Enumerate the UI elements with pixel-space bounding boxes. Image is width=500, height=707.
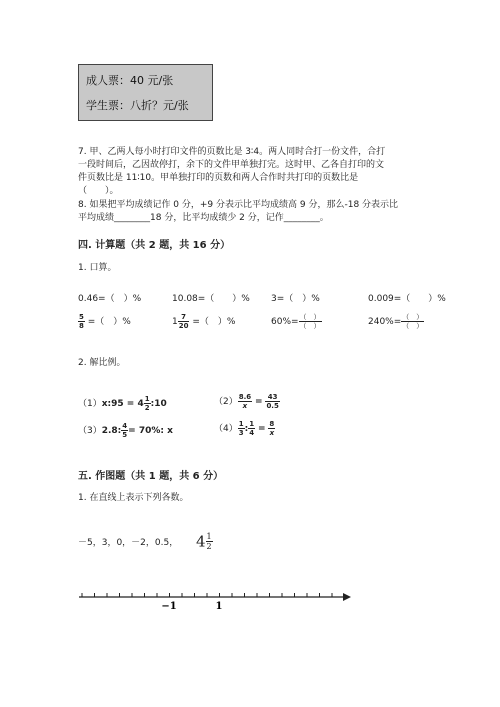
- numbers-list: －5，3，0，－2，0.5，: [78, 538, 179, 548]
- q7-line4: （ ）。: [78, 186, 119, 196]
- section4-title: 四. 计算题（共 2 题，共 16 分）: [78, 240, 231, 251]
- q4-2-title: 2. 解比例。: [78, 358, 126, 368]
- q8-line2: 平均成绩________18 分，比平均成绩少 2 分，记作________。: [78, 213, 329, 223]
- oral-calc-5: $\frac{5}{8}$ =（ ）%: [79, 313, 131, 330]
- section5-title: 五. 作图题（共 1 题，共 6 分）: [78, 471, 224, 482]
- label-one: 1: [215, 601, 223, 612]
- proportion-1: （1）x:95 = 4 $\frac{1}{2}$ :10: [78, 395, 167, 412]
- label-neg-one: −1: [161, 601, 177, 612]
- q7-line2: 一段时间后，乙因故停打，余下的文件甲单独打完。这时甲、乙各自打印的文: [78, 160, 385, 170]
- oral-calc-8: 240%= $\frac{( )}{( )}$: [368, 313, 424, 330]
- ticket-price-box: [78, 64, 213, 121]
- number-line: [0, 585, 500, 615]
- adult-ticket-text: 成人票：40 元/张: [86, 74, 174, 87]
- q8-line1: 8. 如果把平均成绩记作 0 分，+9 分表示比平均成绩高 9 分，那么-18 分表示比: [78, 200, 399, 210]
- number-line-ticks: [82, 593, 332, 597]
- proportion-3: （3）2.8: $\frac{4}{5}$ = 70%: x: [78, 422, 173, 439]
- oral-calc-3: 3=（ ）%: [271, 294, 320, 304]
- oral-calc-7: 60%= $\frac{( )}{( )}$: [271, 313, 321, 330]
- number-line-arrow: [343, 593, 351, 601]
- student-ticket-text: 学生票：八折？元/张: [86, 99, 189, 112]
- proportion-2: （2） $\frac{8.6}{x}$ = $\frac{43}{0.5}$: [214, 393, 279, 410]
- q5-1-title: 1. 在直线上表示下列各数。: [78, 493, 189, 503]
- oral-calc-4: 0.009=（ ）%: [368, 294, 446, 304]
- q7-line1: 7. 甲、乙两人每小时打印文件的页数比是 3∶4。两人同时合打一份文件，合打: [78, 147, 386, 157]
- oral-calc-1: 0.46=（ ）%: [78, 294, 142, 304]
- proportion-4: （4） $\frac{1}{3}$ : $\frac{1}{4}$ = $\frac{8}{x}$: [214, 420, 275, 437]
- oral-calc-2: 10.08=（ ）%: [172, 294, 250, 304]
- q4-1-title: 1. 口算。: [78, 263, 117, 273]
- oral-calc-6: 1 $\frac{7}{20}$ =（ ）%: [172, 313, 236, 330]
- mixed-number: 4 $\frac{1}{2}$: [196, 532, 212, 551]
- q7-line3: 件页数比是 11∶10。甲单独打印的页数和两人合作时共打印的页数比是: [78, 173, 359, 183]
